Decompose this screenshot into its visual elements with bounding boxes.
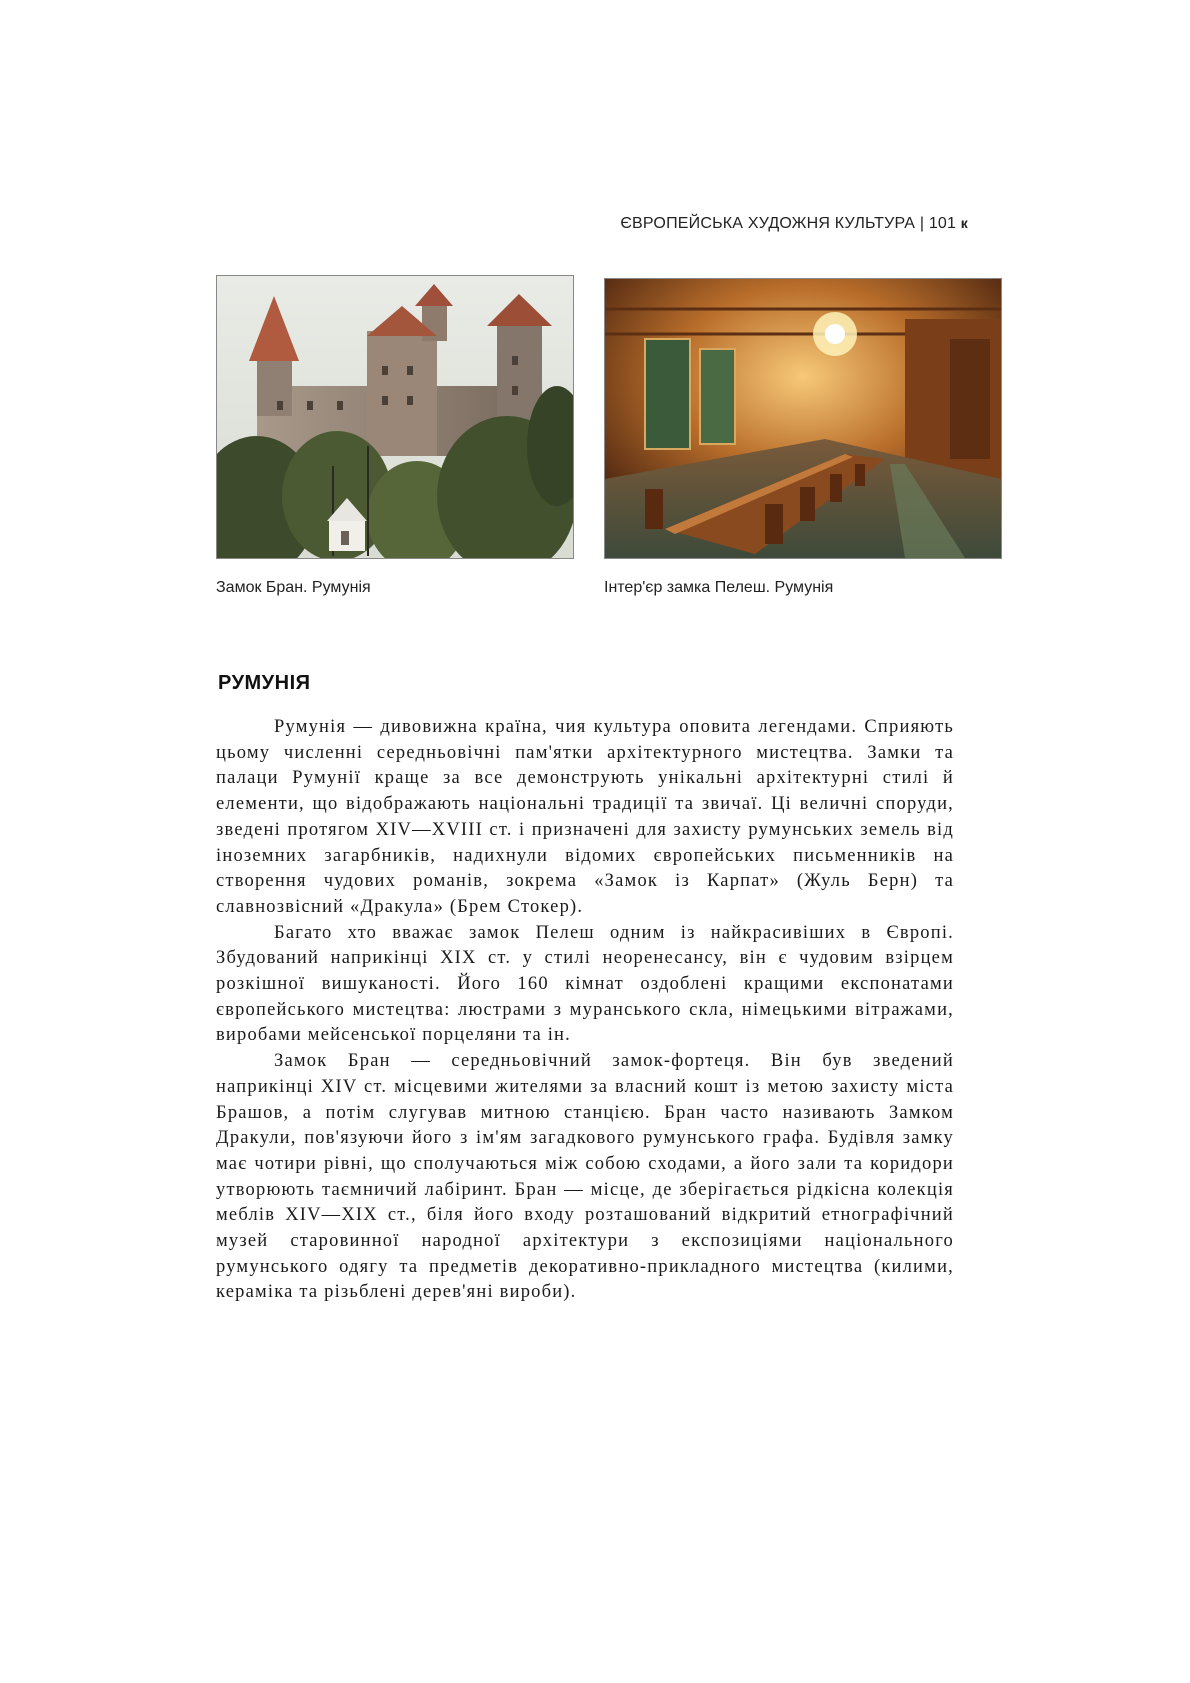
running-title: ЄВРОПЕЙСЬКА ХУДОЖНЯ КУЛЬТУРА xyxy=(620,215,916,232)
header-separator: | xyxy=(919,215,925,232)
page-number: 101 xyxy=(928,215,957,232)
paragraph: Румунія — дивовижна країна, чия культура оповита легендами. Сприяють цьому численні середньовічні пам'ятки архітектурного мистецтва. Замки та палаци Румунії краще за все демонструють унікальні архітектурні стилі й елементи, що відображають національні традиції та звичаї. Ці величні споруди, зведені протягом XIV—XVIII ст. і призначені для захисту румунських земель від іноземних загарбників, надихнули відомих європейських письменників на створення чудових романів, зокрема «Замок із Карпат» (Жуль Берн) та славнозвісний «Дракула» (Брем Стокер). xyxy=(216,717,954,917)
article-body xyxy=(216,715,954,1306)
paragraph: Замок Бран — середньовічний замок-фортеця. Він був зведений наприкінці XIV ст. місцевими жителями за власний кошт із метою захисту міста Брашов, а потім слугував митною станцією. Бран часто називають Замком Дракули, пов'язуючи його з ім'ям загадкового румунського графа. Будівля замку має чотири рівні, що сполучаються між собою сходами, а його зали та коридори утворюють таємничий лабіринт. Бран — місце, де зберігається рідкісна колекція меблів XIV—XIX ст., біля його входу розташований відкритий етнографічний музей старовинної народної архітектури з експозиціями національного румунського одягу та предметів декоративно-прикладного мистецтва (килими, кераміка та різьблені дерев'яні вироби). xyxy=(216,1051,954,1303)
section-title: РУМУНІЯ xyxy=(218,672,311,694)
bran-castle-photo xyxy=(216,275,574,559)
page-marker: к xyxy=(960,215,968,231)
bran-castle-caption: Замок Бран. Румунія xyxy=(216,579,371,596)
paragraph: Багато хто вважає замок Пелеш одним із найкрасивіших в Європі. Збудований наприкінці XIX ст. у стилі неоренесансу, він є чудовим взірцем розкішної вишуканості. Його 160 кімнат оздоблені кращими експонатами європейського мистецтва: люстрами з муранського скла, німецькими вітражами, виробами мейсенської порцеляни та ін. xyxy=(216,922,954,1046)
peles-interior-photo xyxy=(604,278,1002,559)
running-header xyxy=(620,215,968,233)
peles-interior-caption: Інтер'єр замка Пелеш. Румунія xyxy=(604,579,834,596)
